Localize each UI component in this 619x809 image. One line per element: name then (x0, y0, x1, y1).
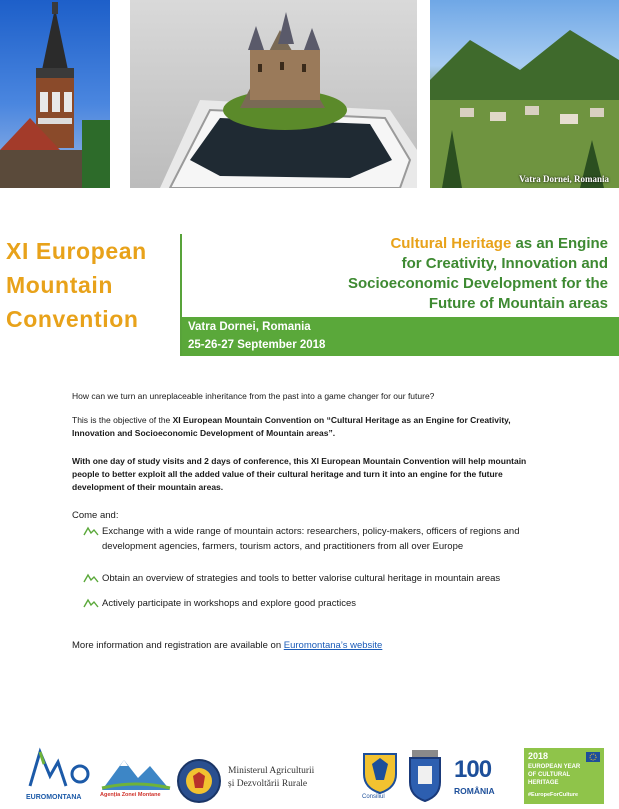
tower-icon (0, 0, 110, 188)
eu-flag-icon (586, 752, 600, 762)
list-item-text: Exchange with a wide range of mountain actors: researchers, policy-makers, officers of regions and development agencies, farmers, tourism actors, and practitioners from all over Europe (102, 526, 520, 552)
photo-village (430, 0, 619, 188)
ministry-name-line2: și Dezvoltării Rurale (228, 779, 308, 789)
county-coat-of-arms-icon (360, 750, 400, 794)
photo-caption: Vatra Dornei, Romania (519, 174, 609, 184)
ministry-name-line1: Ministerul Agriculturii (228, 766, 315, 776)
mountain-bullet-icon (83, 525, 99, 537)
eyh-line: HERITAGE (528, 780, 559, 786)
event-title-line: Mountain (6, 272, 113, 298)
european-year-cultural-heritage-logo (524, 748, 604, 804)
government-seal-icon (176, 758, 222, 804)
event-subtitle (190, 234, 608, 314)
euromontana-name: EUROMONTANA (26, 794, 82, 801)
event-dates: 25-26-27 September 2018 (188, 339, 326, 351)
eyh-line: OF CULTURAL (528, 772, 571, 778)
romania-centenary-logo (452, 756, 518, 802)
event-title (6, 234, 178, 336)
city-coat-of-arms-icon (406, 748, 444, 802)
list-item (83, 524, 553, 554)
eyh-hashtag: #EuropeForCulture (528, 792, 579, 798)
agentia-name: Agenția Zonei Montane (100, 792, 161, 798)
mountain-village-icon (430, 0, 619, 188)
castle-on-phone-icon (130, 0, 417, 188)
event-info-bar (182, 317, 619, 356)
eyh-year: 2018 (528, 751, 549, 761)
romania-name: ROMÂNIA (454, 786, 495, 796)
list-item-text: Obtain an overview of strategies and tools to better valorise cultural heritage in mountain areas (102, 573, 501, 584)
ministry-logo (228, 764, 358, 794)
event-title-line: Convention (6, 306, 139, 332)
list-item (83, 596, 553, 611)
consiliul-name: Consiliul (362, 794, 385, 800)
event-title-line: XI European (6, 238, 147, 264)
euromontana-mountain-icon (26, 744, 92, 790)
come-and-label: Come and: (72, 510, 119, 521)
agentia-logo (98, 752, 174, 802)
consiliul-logo (360, 750, 400, 804)
subtitle-highlight: Cultural Heritage (390, 235, 512, 252)
agentia-mountain-icon (98, 752, 174, 792)
government-seal (176, 758, 222, 804)
more-info (72, 640, 382, 651)
eyh-line: EUROPEAN YEAR (528, 764, 581, 770)
photo-tower (0, 0, 110, 188)
objective-paragraph (72, 414, 552, 440)
program-bold: With one day of study visits and 2 days of conference, this XI European Mountain Convention will help mountain people to better exploit all the added value of their cultural heritage and turn it into an engine for the future development of their mountain areas. (72, 456, 527, 492)
list-item (83, 571, 553, 586)
city-coat-of-arms (406, 748, 444, 802)
subtitle-text: for Creativity, Innovation and (401, 255, 608, 272)
subtitle-text: as an Engine (511, 235, 608, 252)
program-paragraph (72, 455, 552, 494)
mountain-bullet-icon (83, 572, 99, 584)
subtitle-text: Socioeconomic Development for the (347, 275, 608, 292)
euromontana-logo (26, 744, 92, 802)
event-location: Vatra Dornei, Romania (188, 321, 311, 333)
objective-intro: This is the objective of the (72, 415, 173, 425)
subtitle-text: Future of Mountain areas (428, 295, 608, 312)
photo-castle-phone (130, 0, 417, 188)
list-item-text: Actively participate in workshops and explore good practices (102, 598, 356, 609)
centenary-number: 100 (454, 756, 492, 783)
intro-question: How can we turn an unreplaceable inheritance from the past into a game changer for our future? (72, 391, 435, 401)
objective-bold: XI European Mountain Convention on “Cultural Heritage as an Engine for Creativity, Innovation and Socioeconomic Development of Mountain areas”. (72, 415, 511, 438)
euromontana-website-link[interactable]: Euromontana’s website (283, 640, 383, 651)
more-info-text: More information and registration are available on (72, 640, 284, 651)
mountain-bullet-icon (83, 597, 99, 609)
